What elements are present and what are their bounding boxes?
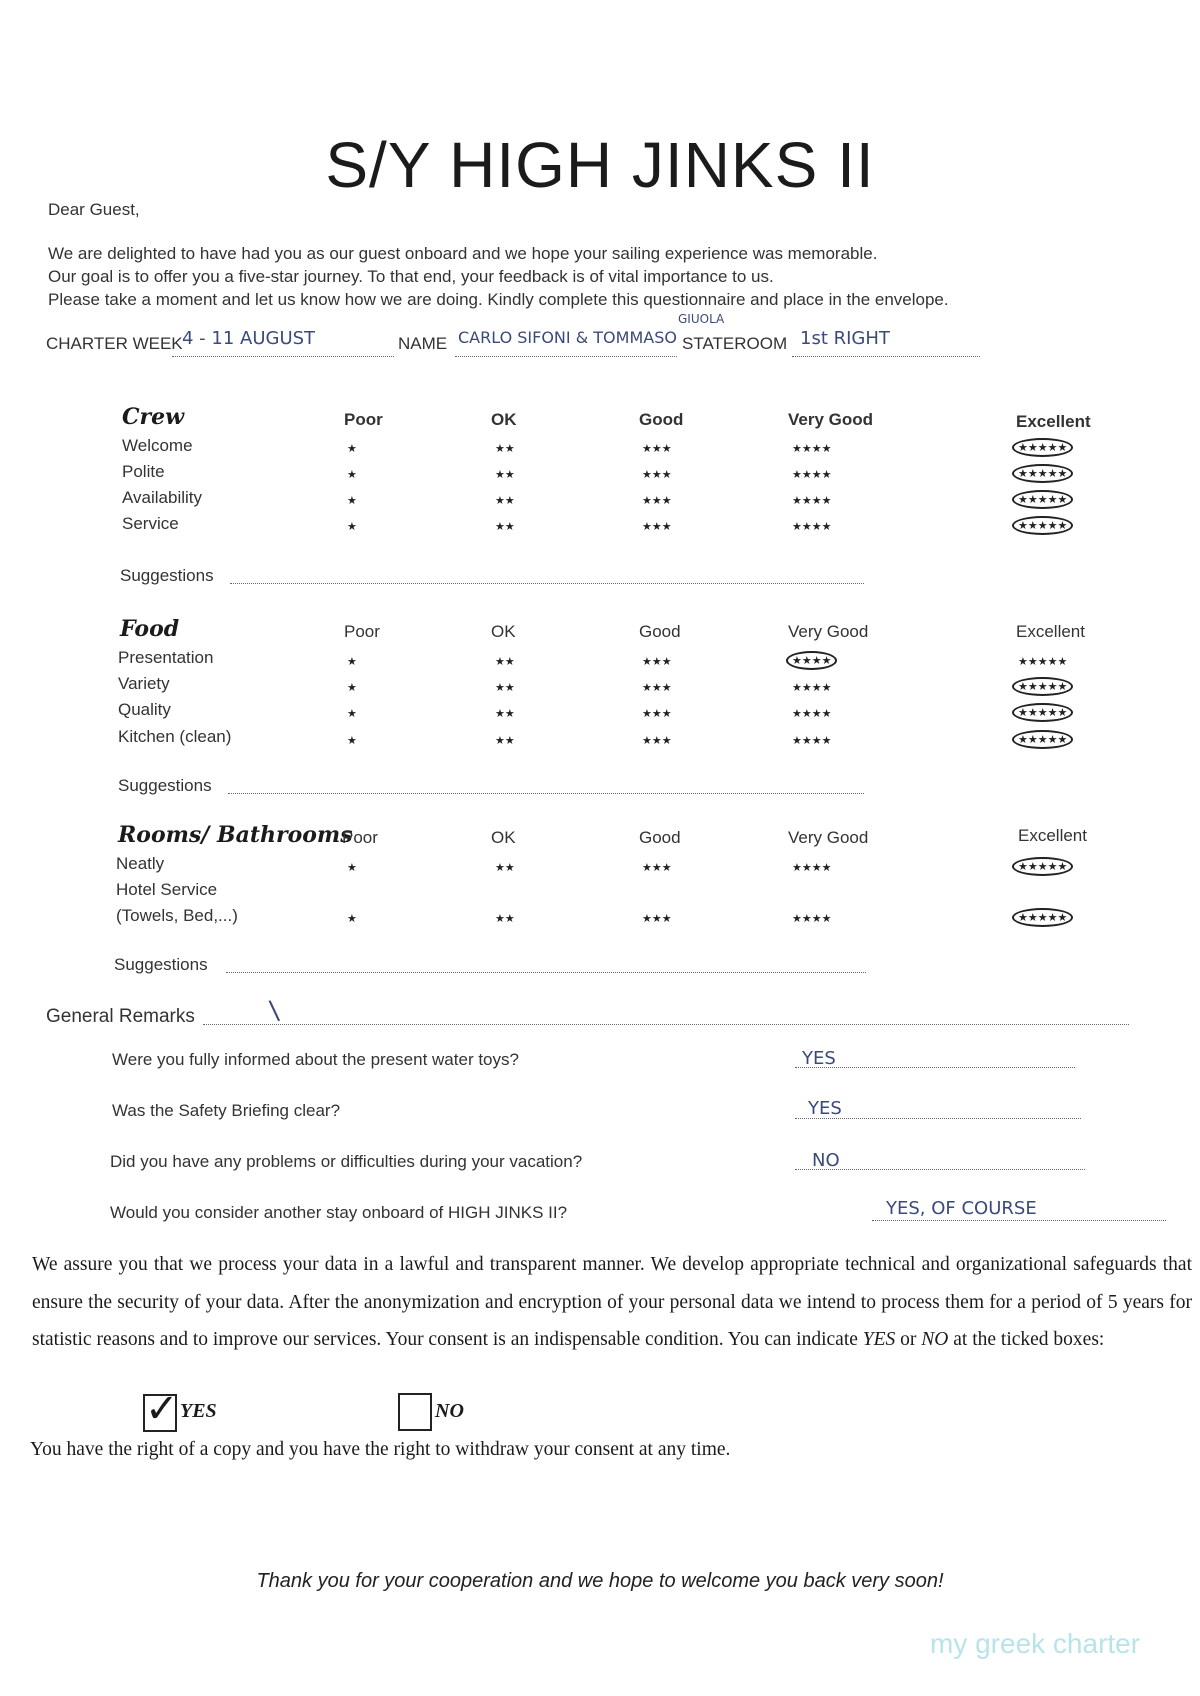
rating-option-3-stars[interactable]: ★★★ xyxy=(642,862,672,874)
consent-no-word: NO xyxy=(921,1329,949,1350)
answer-water-toys-line xyxy=(795,1067,1075,1068)
check-mark-icon: ✓ xyxy=(145,1387,179,1431)
rating-option-1-stars[interactable]: ★ xyxy=(347,443,357,455)
general-remarks-field[interactable] xyxy=(203,1024,1129,1025)
rooms-suggestions-label: Suggestions xyxy=(114,955,208,974)
document-title: S/Y HIGH JINKS II xyxy=(325,129,875,201)
name-field-extra: GIUOLA xyxy=(678,312,725,326)
rating-option-3-stars[interactable]: ★★★ xyxy=(642,682,672,694)
intro-line-1: We are delighted to have had you as our guest onboard and we hope your sailing experience was memorable. xyxy=(48,244,878,263)
rooms-col-excellent: Excellent xyxy=(1018,826,1087,845)
rooms-col-very-good: Very Good xyxy=(788,828,869,847)
rooms-row-hotel-service-sublabel: (Towels, Bed,...) xyxy=(116,906,238,925)
rating-option-3-stars[interactable]: ★★★ xyxy=(642,735,672,747)
rating-option-2-stars[interactable]: ★★ xyxy=(495,862,515,874)
stateroom-field[interactable]: 1st RIGHT xyxy=(800,328,890,349)
rating-option-1-stars[interactable]: ★ xyxy=(347,521,357,533)
question-safety-briefing: Was the Safety Briefing clear? xyxy=(112,1101,341,1120)
rating-option-5-stars[interactable]: ★★★★★ xyxy=(1012,464,1073,483)
answer-problems[interactable]: NO xyxy=(812,1150,840,1171)
food-suggestions-label: Suggestions xyxy=(118,776,212,795)
crew-col-very-good: Very Good xyxy=(788,410,874,429)
thank-you-message: Thank you for your cooperation and we hope to welcome you back very soon! xyxy=(256,1570,944,1592)
rating-option-2-stars[interactable]: ★★ xyxy=(495,469,515,481)
rating-option-2-stars[interactable]: ★★ xyxy=(495,913,515,925)
rooms-col-poor: Poor xyxy=(342,828,378,847)
intro-line-3: Please take a moment and let us know how we are doing. Kindly complete this questionnaire and place in the envelope. xyxy=(48,290,949,309)
crew-row-service-label: Service xyxy=(122,514,179,533)
crew-suggestions-label: Suggestions xyxy=(120,566,214,585)
general-remarks-mark: \ xyxy=(267,995,281,1027)
greeting: Dear Guest, xyxy=(48,200,140,219)
rooms-col-good: Good xyxy=(639,828,681,847)
rating-option-5-stars[interactable]: ★★★★★ xyxy=(1012,857,1073,876)
rooms-section-title: Rooms/ Bathrooms xyxy=(118,822,353,848)
rating-option-4-stars[interactable]: ★★★★ xyxy=(792,495,832,507)
food-col-excellent: Excellent xyxy=(1016,622,1085,641)
consent-or-word: or xyxy=(895,1329,922,1350)
rating-option-5-stars[interactable]: ★★★★★ xyxy=(1012,730,1073,749)
rating-option-1-stars[interactable]: ★ xyxy=(347,913,357,925)
rooms-row-neatly-label: Neatly xyxy=(116,854,165,873)
rooms-row-hotel-service-label: Hotel Service xyxy=(116,880,218,899)
consent-yes-checkbox[interactable] xyxy=(143,1387,179,1432)
name-field[interactable]: CARLO SIFONI & TOMMASO xyxy=(458,328,677,347)
rating-option-2-stars[interactable]: ★★ xyxy=(495,495,515,507)
charter-week-field[interactable]: 4 - 11 AUGUST xyxy=(182,328,316,349)
answer-safety-briefing[interactable]: YES xyxy=(808,1098,842,1119)
rating-option-2-stars[interactable]: ★★ xyxy=(495,682,515,694)
rating-option-3-stars[interactable]: ★★★ xyxy=(642,656,672,668)
rating-option-5-stars[interactable]: ★★★★★ xyxy=(1012,908,1073,927)
rating-option-3-stars[interactable]: ★★★ xyxy=(642,708,672,720)
rating-option-4-stars[interactable]: ★★★★ xyxy=(792,708,832,720)
rating-option-1-stars[interactable]: ★ xyxy=(347,495,357,507)
crew-row-polite-label: Polite xyxy=(122,462,165,481)
consent-yes-word: YES xyxy=(862,1329,896,1350)
rating-option-5-stars[interactable]: ★★★★★ xyxy=(1012,703,1073,722)
intro-line-2: Our goal is to offer you a five-star journey. To that end, your feedback is of vital importance to us. xyxy=(48,267,774,286)
rating-option-3-stars[interactable]: ★★★ xyxy=(642,469,672,481)
question-problems: Did you have any problems or difficulties during your vacation? xyxy=(110,1152,583,1171)
charter-week-label: CHARTER WEEK xyxy=(46,334,183,353)
food-col-ok: OK xyxy=(491,622,516,641)
food-row-kitchen-label: Kitchen (clean) xyxy=(118,727,232,746)
rating-option-5-stars[interactable]: ★★★★★ xyxy=(1018,656,1068,668)
food-row-variety-label: Variety xyxy=(118,674,170,693)
rating-option-1-stars[interactable]: ★ xyxy=(347,682,357,694)
rating-option-3-stars[interactable]: ★★★ xyxy=(642,495,672,507)
rating-option-5-stars[interactable]: ★★★★★ xyxy=(1012,677,1073,696)
rooms-col-ok: OK xyxy=(491,828,516,847)
rating-option-2-stars[interactable]: ★★ xyxy=(495,735,515,747)
food-row-quality-label: Quality xyxy=(118,700,171,719)
question-water-toys: Were you fully informed about the present water toys? xyxy=(112,1050,519,1069)
rating-option-1-stars[interactable]: ★ xyxy=(347,862,357,874)
rooms-suggestions-field[interactable] xyxy=(226,972,866,973)
rating-option-1-stars[interactable]: ★ xyxy=(347,656,357,668)
rating-option-1-stars[interactable]: ★ xyxy=(347,735,357,747)
consent-no-label: NO xyxy=(435,1400,464,1422)
crew-section-title: Crew xyxy=(122,404,185,430)
rating-option-5-stars[interactable]: ★★★★★ xyxy=(1012,516,1073,535)
consent-right-text: You have the right of a copy and you have the right to withdraw your consent at any time. xyxy=(30,1439,731,1460)
crew-col-excellent: Excellent xyxy=(1016,412,1091,431)
rating-option-2-stars[interactable]: ★★ xyxy=(495,656,515,668)
name-label: NAME xyxy=(398,334,448,353)
rating-option-5-stars[interactable]: ★★★★★ xyxy=(1012,438,1073,457)
crew-row-welcome-label: Welcome xyxy=(122,436,193,455)
rating-option-4-stars[interactable]: ★★★★ xyxy=(786,651,837,670)
rating-option-2-stars[interactable]: ★★ xyxy=(495,443,515,455)
crew-col-poor: Poor xyxy=(344,410,383,429)
food-suggestions-field[interactable] xyxy=(228,793,864,794)
food-col-very-good: Very Good xyxy=(788,622,869,641)
crew-suggestions-field[interactable] xyxy=(230,583,864,584)
rating-option-4-stars[interactable]: ★★★★ xyxy=(792,521,832,533)
rating-option-1-stars[interactable]: ★ xyxy=(347,708,357,720)
rating-option-5-stars[interactable]: ★★★★★ xyxy=(1012,490,1073,509)
watermark-logo: my greek charter xyxy=(930,1628,1141,1659)
rating-option-4-stars[interactable]: ★★★★ xyxy=(792,469,832,481)
rating-option-4-stars[interactable]: ★★★★ xyxy=(792,862,832,874)
consent-text-end: at the ticked boxes: xyxy=(948,1329,1105,1350)
food-col-good: Good xyxy=(639,622,681,641)
rating-option-4-stars[interactable]: ★★★★ xyxy=(792,682,832,694)
rating-option-3-stars[interactable]: ★★★ xyxy=(642,521,672,533)
consent-no-checkbox[interactable] xyxy=(398,1393,432,1431)
answer-water-toys[interactable]: YES xyxy=(802,1048,836,1069)
rating-option-4-stars[interactable]: ★★★★ xyxy=(792,443,832,455)
stateroom-label: STATEROOM xyxy=(682,334,788,353)
rating-option-1-stars[interactable]: ★ xyxy=(347,469,357,481)
consent-yes-label: YES xyxy=(180,1400,217,1422)
crew-col-good: Good xyxy=(639,410,684,429)
food-row-presentation-label: Presentation xyxy=(118,648,214,667)
rating-option-2-stars[interactable]: ★★ xyxy=(495,521,515,533)
crew-row-availability-label: Availability xyxy=(122,488,203,507)
rating-option-2-stars[interactable]: ★★ xyxy=(495,708,515,720)
rating-option-4-stars[interactable]: ★★★★ xyxy=(792,913,832,925)
rating-option-4-stars[interactable]: ★★★★ xyxy=(792,735,832,747)
question-another-stay: Would you consider another stay onboard of HIGH JINKS II? xyxy=(110,1203,568,1222)
general-remarks-label: General Remarks xyxy=(46,1006,195,1027)
consent-text-main: We assure you that we process your data in a lawful and transparent manner. We develop appropriate technical and organizational safeguards that ensure the security of your data. After the anonymization and encryption of your personal data we intend to process them for a period of 5 years for statistic reasons and to improve our services. Your consent is an indispensable condition. You can indicate xyxy=(32,1254,1192,1350)
food-section-title: Food xyxy=(120,616,180,642)
food-col-poor: Poor xyxy=(344,622,380,641)
rating-option-3-stars[interactable]: ★★★ xyxy=(642,443,672,455)
consent-paragraph xyxy=(32,1246,1192,1359)
rating-option-3-stars[interactable]: ★★★ xyxy=(642,913,672,925)
crew-col-ok: OK xyxy=(491,410,517,429)
answer-another-stay-line xyxy=(872,1220,1166,1221)
answer-another-stay[interactable]: YES, OF COURSE xyxy=(886,1198,1037,1219)
